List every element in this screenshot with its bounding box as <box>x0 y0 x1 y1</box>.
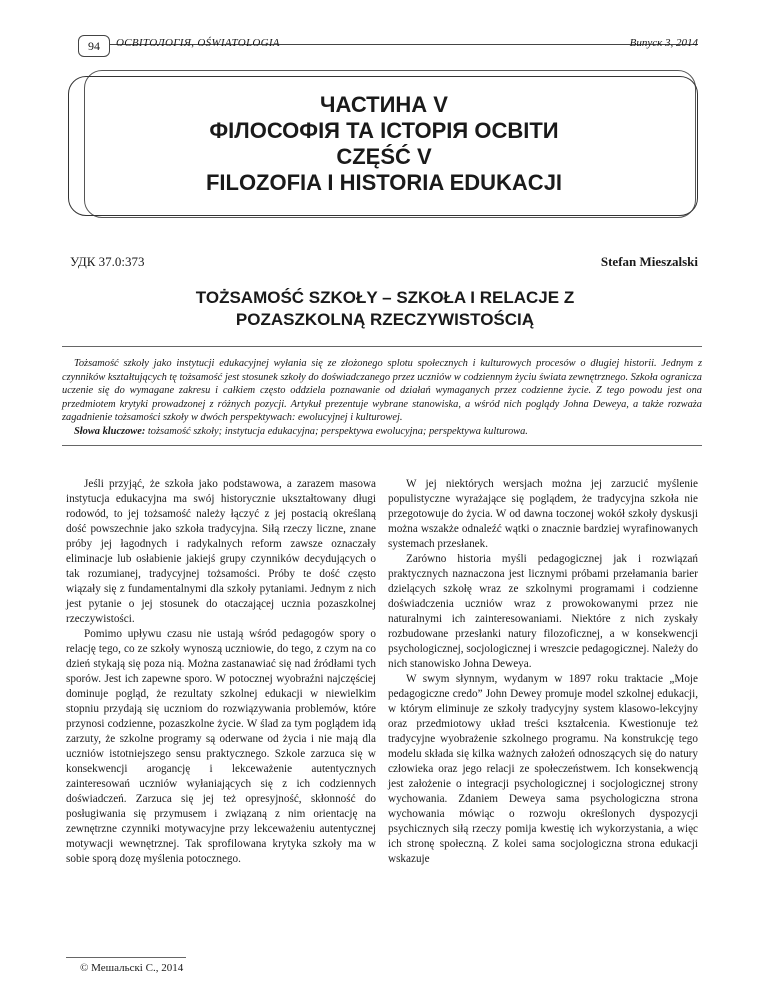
keywords-text: tożsamość szkoły; instytucja edukacyjna; perspektywa ewolucyjna; perspektywa kulturowa. <box>147 425 528 437</box>
section-heading-line: ФІЛОСОФІЯ ТА ІСТОРІЯ ОСВІТИ <box>209 118 559 143</box>
paragraph: Pomimo upływu czasu nie ustają wśród pedagogów spory o relację tego, co ze szkoły wynoszą uczniowie, do tego, z czym na co dzień stykają się poza nią. Można zastanawiać się nad źródłami tych sporów. Jest ich zapewne sporo. W potocznej wyobraźni najczęściej dominuje pogląd, że rezultaty szkolnej edukacji w niewielkim stopniu przydają się uczniom do rozwiązywania problemów, które przynosi codzienne, pozaszkolne życie. W ślad za tym poglądem idą zarzuty, że szkolne programy są oderwane od życia i nie mają dla uczniów istotniejszego sensu praktycznego. Szkole zarzuca się w konsekwencji arogancję i lekceważenie autentycznych zainteresowań uczniów wyłaniających się z ich codziennych doświadczeń. Zarzuca się jej też opresyjność, skłonność do posługiwania się przymusem i związaną z nim orientację na zewnętrzne czynniki motywacyjne przy lekceważeniu autentycznej motywacji wewnętrznej. Tak sprofilowana krytyka szkoły ma w sobie sporą dozę myślenia potocznego. <box>66 628 376 865</box>
paragraph: W swym słynnym, wydanym w 1897 roku traktacie „Moje pedagogiczne credo” John Dewey promuje model szkolnej edukacji, w którym eliminuje ze szkoły tradycyjny system klasowo-lekcyjny oraz przedmiotowy układ treści kształcenia. Kwestionuje też tradycyjne wyobrażenie szkolnego programu. Na konstrukcję tego modelu składa się kilka ważnych założeń odnoszących się do natury człowieka oraz jego relacji ze społeczeństwem. Ich konsekwencją jest założenie o integracji psychologicznej i socjologicznej strony wychowania. Zdaniem Deweya sama psychologiczna strona wychowania mówiąc o rozwoju określonych dyspozycji psychicznych siłą rzeczy pomija kwestię ich wykorzystania, a więc ich stronę społeczną. Z kolei sama socjologiczna strona edukacji wskazuje <box>388 673 698 865</box>
paragraph: W jej niektórych wersjach można jej zarzucić myślenie populistyczne wyrażające się poglądem, że tradycyjna szkoła nie przegotowuje do życia. W od dawna toczonej wokół szkoły dyskusji można wszakże odnaleźć wątki o znacznie bardziej wyrafinowanych systemach przesłanek. <box>388 478 698 550</box>
keywords-label: Słowa kluczowe: <box>74 425 146 437</box>
udk-code: УДК 37.0:373 <box>70 254 145 269</box>
article-title-line: TOŻSAMOŚĆ SZKOŁY – SZKOŁA I RELACJE Z <box>195 288 575 307</box>
journal-title: ОСВІТОЛОГІЯ, OŚWIATOLOGIA <box>116 37 280 49</box>
section-heading-line: CZĘŚĆ V <box>336 144 432 169</box>
footnote-rule <box>66 957 186 958</box>
author-name: Stefan Mieszalski <box>600 254 698 269</box>
body-column-left <box>66 477 376 867</box>
abstract <box>62 346 702 446</box>
copyright-footnote: © Мешальскі С., 2014 <box>80 962 184 974</box>
section-heading-line: FILOZOFIA I HISTORIA EDUKACJI <box>205 170 563 195</box>
abstract-text: Tożsamość szkoły jako instytucji edukacyjnej wyłania się ze złożonego splotu społecznych i kulturowych procesów o długiej historii. Jednym z czynników kształtujących tę tożsamość jest stosunek szkoły do doświadczanego przez uczniów w codziennym życiu świata zewnętrznego. Szkoła ogranicza uczenie się do wymagane zakresu i całkiem często oddziela poznawanie od działań wymaganych przez codzienne życie. Z tego powodu jest ona przedmiotem krytyki prowadzonej z różnych pozycji. Artykuł prezentuje wybrane stanowiska, a wśród nich poglądy Johna Deweya, a także rozważa zagadnienie tożsamości szkoły w dwóch perspektywach: ewolucyjnej i kulturowej. <box>62 358 702 424</box>
keywords <box>62 425 702 439</box>
issue-label: Випуск 3, 2014 <box>629 37 698 49</box>
article-title <box>90 287 680 331</box>
section-heading-line: ЧАСТИНА V <box>320 92 448 117</box>
paragraph: Jeśli przyjąć, że szkoła jako podstawowa, a zarazem masowa instytucja edukacyjna ma swój historycznie ukształtowany długi rodowód, to jej tożsamość należy łączyć z jej postacią określaną dość powszechnie jako szkoła tradycyjna. Siłą rzeczy liczne, znane próby jej łagodnych i radykalnych reform zawsze oznaczały eliminacje lub osłabienie jakiejś grupy czynników decydujących o tak rozumianej, tradycyjnej tożsamości. Próby te dość często wiązały się z fundamentalnymi dla szkoły pytaniami. Jednym z nich jest pytanie o jej stosunek do otaczającej ucznia pozaszkolnej rzeczywistości. <box>66 478 376 625</box>
article-title-line: POZASZKOLNĄ RZECZYWISTOŚCIĄ <box>235 310 535 329</box>
paragraph: Zarówno historia myśli pedagogicznej jak i rozwiązań praktycznych naznaczona jest licznymi próbami przełamania barier dzielących szkołę wraz ze szkolnymi programami i codzienne doświadczenia uczniów wraz z prowokowanymi przez nie naturalnymi ich zainteresowaniami. Niektóre z nich zyskały rozbudowane przesłanki natury filozoficznej, a w konsekwencji psychologicznej, socjologicznej i wreszcie pedagogicznej. Należy do nich stanowisko Johna Deweya. <box>388 553 698 670</box>
page-number: 94 <box>78 35 110 57</box>
section-heading <box>78 92 690 196</box>
body-column-right <box>388 477 698 867</box>
